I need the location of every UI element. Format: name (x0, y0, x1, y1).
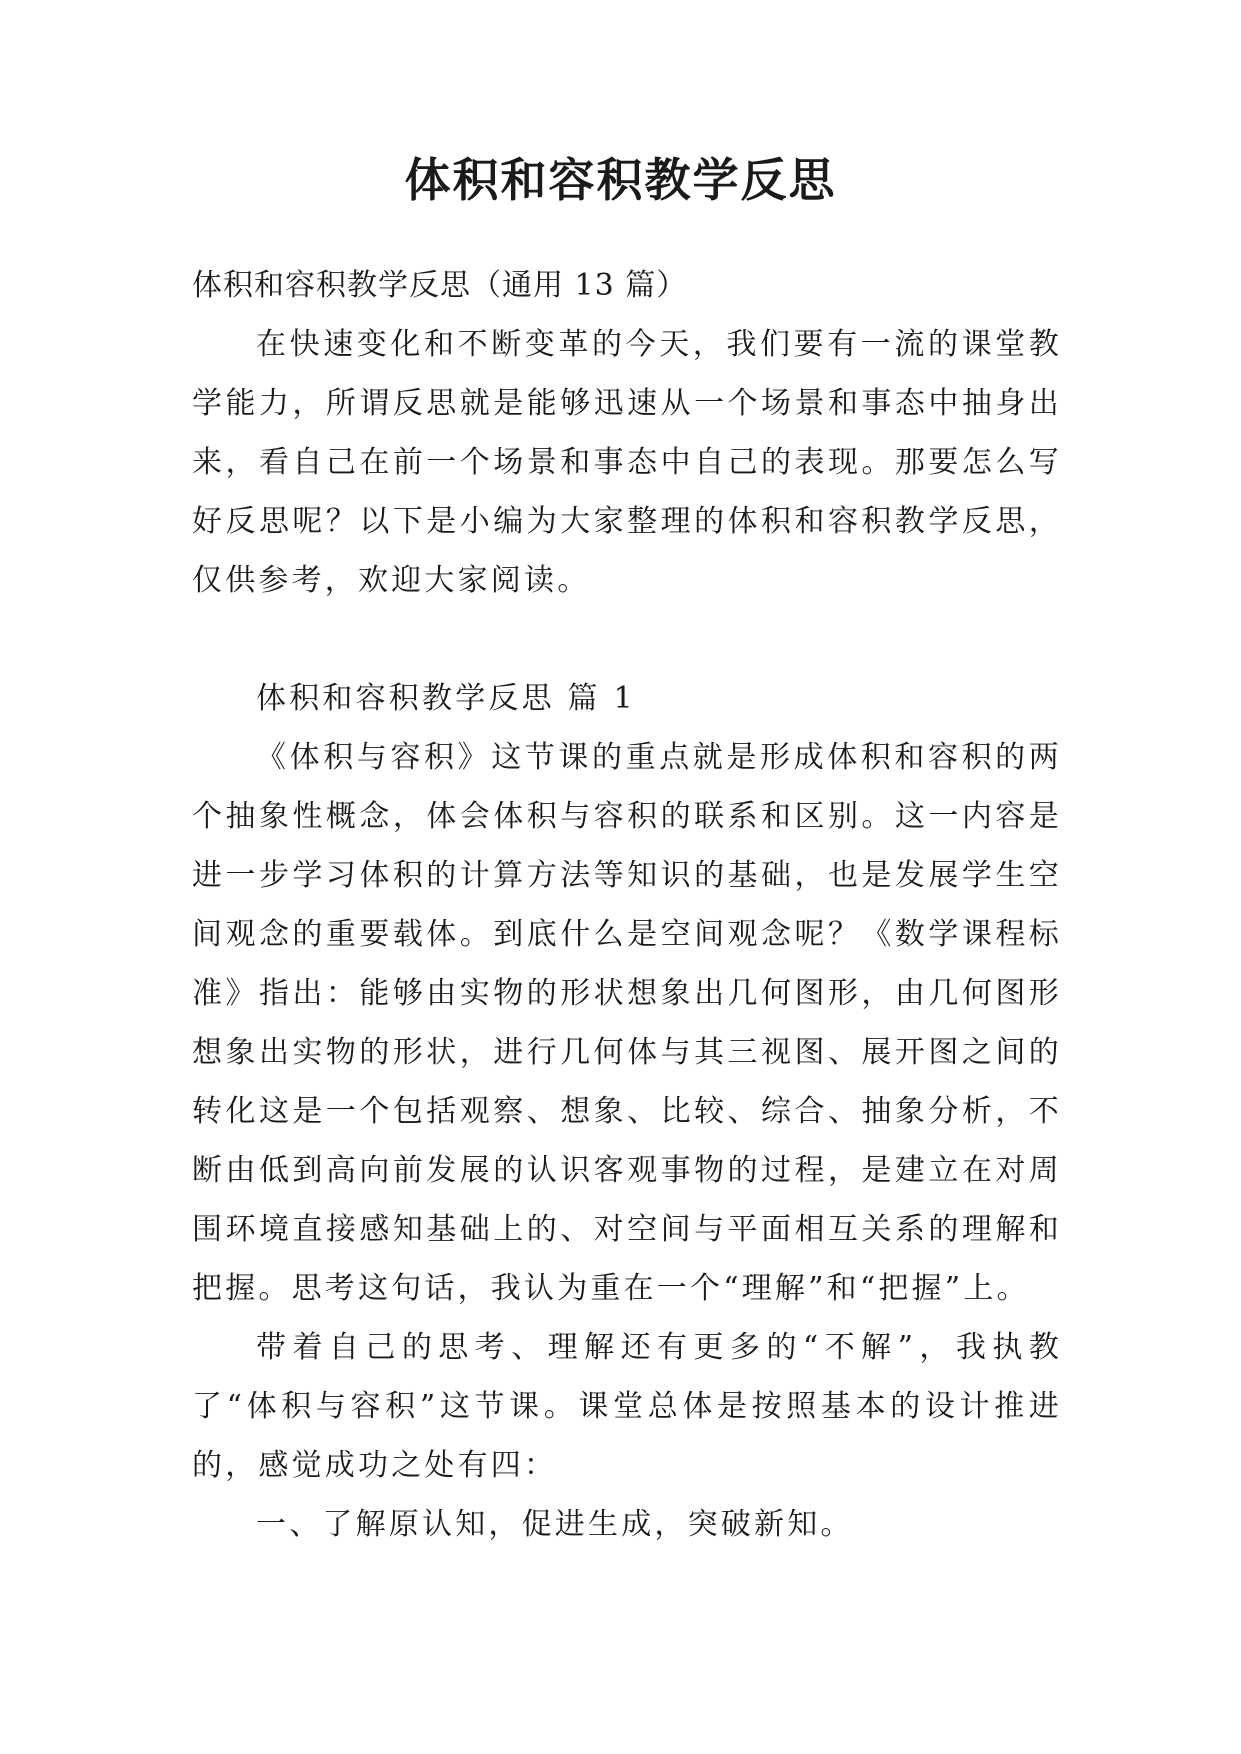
body-paragraph-3: 一、了解原认知，促进生成，突破新知。 (256, 1507, 854, 1542)
document-title: 体积和容积教学反思 (404, 153, 837, 207)
paragraph-spacer (192, 610, 1062, 669)
intro-paragraph: 在快速变化和不断变革的今天，我们要有一流的课堂教学能力，所谓反思就是能够迅速从一个场景和事态中抽身出来，看自己在前一个场景和事态中自己的表现。那要怎么写好反思呢？以下是小编为大家整理的体积和容积教学反思，仅供参考，欢迎大家阅读。 (192, 327, 1062, 598)
body-paragraph-1: 《体积与容积》这节课的重点就是形成体积和容积的两个抽象性概念，体会体积与容积的联系和区别。这一内容是进一步学习体积的计算方法等知识的基础，也是发展学生空间观念的重要载体。到底什么是空间观念呢？《数学课程标准》指出：能够由实物的形状想象出几何图形，由几何图形想象出实物的形状，进行几何体与其三视图、展开图之间的转化这是一个包括观察、想象、比较、综合、抽象分析，不断由低到高向前发展的认识客观事物的过程，是建立在对周围环境直接感知基础上的、对空间与平面相互关系的理解和把握。思考这句话，我认为重在一个“理解”和“把握”上。 (192, 740, 1062, 1306)
section-heading: 体积和容积教学反思 篇 1 (256, 681, 636, 716)
document-body (192, 256, 1062, 1554)
document-subtitle: 体积和容积教学反思（通用 13 篇） (192, 268, 688, 303)
body-paragraph-2: 带着自己的思考、理解还有更多的“不解”，我执教了“体积与容积”这节课。课堂总体是按照基本的设计推进的，感觉成功之处有四： (192, 1330, 1062, 1483)
